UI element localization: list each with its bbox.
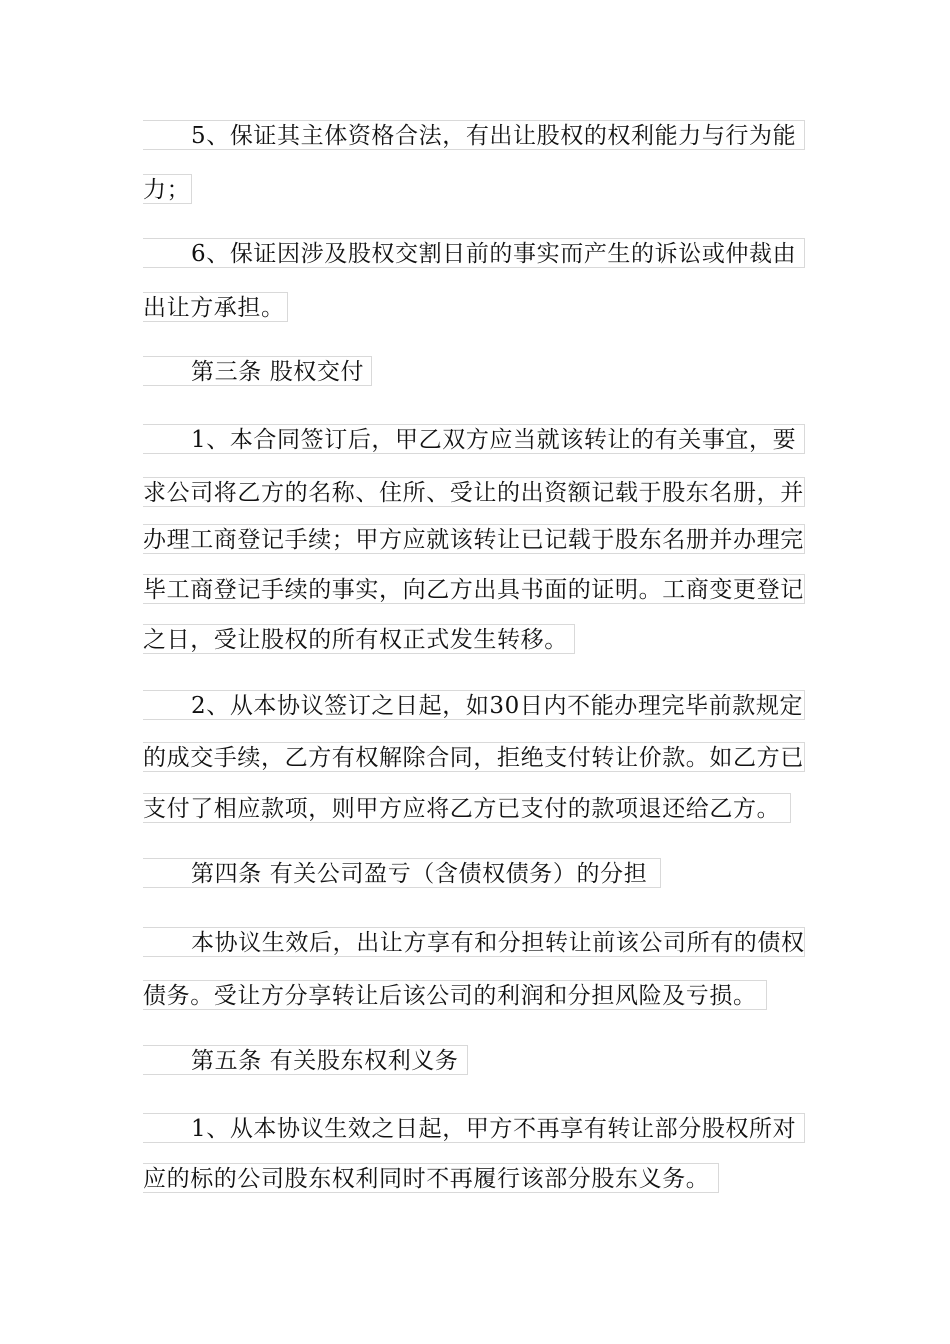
text-line: 应的标的公司股东权利同时不再履行该部分股东义务。 xyxy=(143,1163,719,1193)
text-line: 的成交手续，乙方有权解除合同，拒绝支付转让价款。如乙方已 xyxy=(143,742,805,772)
text-line: 办理工商登记手续；甲方应就该转让已记载于股东名册并办理完 xyxy=(143,524,805,554)
text-line: 本协议生效后，出让方享有和分担转让前该公司所有的债权 xyxy=(143,927,805,957)
text-line: 2、从本协议签订之日起，如30日内不能办理完毕前款规定 xyxy=(143,690,805,720)
text-line: 出让方承担。 xyxy=(143,292,288,322)
text-line: 力； xyxy=(143,174,192,204)
text-line: 债务。受让方分享转让后该公司的利润和分担风险及亏损。 xyxy=(143,980,767,1010)
text-line: 毕工商登记手续的事实，向乙方出具书面的证明。工商变更登记 xyxy=(143,574,805,604)
section-heading: 第五条 有关股东权利义务 xyxy=(143,1045,468,1075)
text-line: 求公司将乙方的名称、住所、受让的出资额记载于股东名册，并 xyxy=(143,477,805,507)
text-line: 支付了相应款项，则甲方应将乙方已支付的款项退还给乙方。 xyxy=(143,793,791,823)
text-line: 之日，受让股权的所有权正式发生转移。 xyxy=(143,624,575,654)
text-line: 1、本合同签订后，甲乙双方应当就该转让的有关事宜，要 xyxy=(143,424,805,454)
text-line: 1、从本协议生效之日起，甲方不再享有转让部分股权所对 xyxy=(143,1113,805,1143)
section-heading: 第四条 有关公司盈亏（含债权债务）的分担 xyxy=(143,858,661,888)
text-line: 6、保证因涉及股权交割日前的事实而产生的诉讼或仲裁由 xyxy=(143,238,805,268)
section-heading: 第三条 股权交付 xyxy=(143,356,372,386)
text-line: 5、保证其主体资格合法，有出让股权的权利能力与行为能 xyxy=(143,120,805,150)
